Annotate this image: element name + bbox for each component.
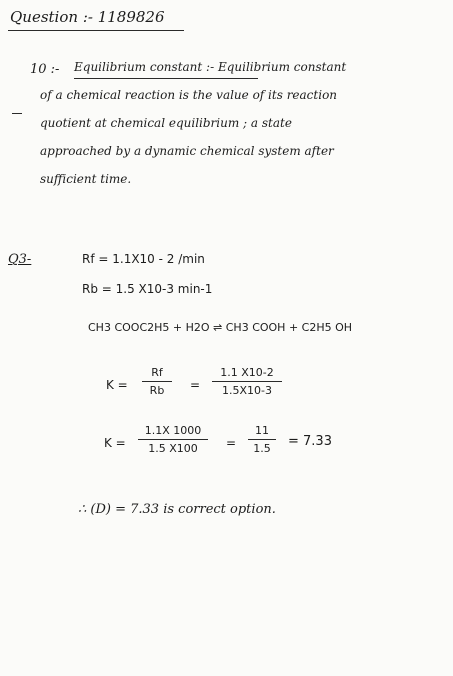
q10-line-1: Equilibrium constant :- Equilibrium constant <box>74 60 347 74</box>
q11-marker: Q3- <box>8 252 32 267</box>
q10-line-3: quotient at chemical equilibrium ; a state <box>40 116 292 130</box>
q10-line-4: approached by a dynamic chemical system after <box>40 144 334 158</box>
forward-rate: Rf = 1.1X10 - 2 /min <box>82 252 205 266</box>
fraction-scaled <box>138 424 208 455</box>
q10-marker: 10 :- <box>30 62 60 77</box>
fraction-denominator: 1.5X10-3 <box>222 384 272 397</box>
term-underline <box>74 78 258 79</box>
q10-line-2: of a chemical reaction is the value of its reaction <box>40 88 338 102</box>
conclusion: ∴ (D) = 7.33 is correct option. <box>78 502 276 517</box>
question-number: Question :- 1189826 <box>10 8 165 26</box>
equals-sign: = <box>226 436 237 450</box>
question-underline <box>8 30 184 31</box>
k-result: = 7.33 <box>288 434 332 449</box>
fraction-numerator: 1.1 X10-2 <box>220 366 274 379</box>
fraction-denominator: Rb <box>149 384 165 397</box>
fraction-numerator: 11 <box>255 424 269 437</box>
reaction-equation: CH3 COOC2H5 + H2O ⇌ CH3 COOH + C2H5 OH <box>88 321 353 334</box>
fraction-rf-rb <box>142 366 172 397</box>
k-label-2: K = <box>104 436 126 450</box>
fraction-values <box>212 366 282 397</box>
fraction-numerator: Rf <box>151 366 163 379</box>
k-label-1: K = <box>106 378 128 392</box>
fraction-denominator: 1.5 X100 <box>148 442 198 455</box>
equals-sign: = <box>190 378 201 392</box>
backward-rate: Rb = 1.5 X10-3 min-1 <box>82 282 213 296</box>
fraction-numerator: 1.1X 1000 <box>144 424 202 437</box>
fraction-denominator: 1.5 <box>253 442 271 455</box>
margin-dash <box>12 113 22 114</box>
fraction-simplified <box>248 424 276 455</box>
q10-line-5: sufficient time. <box>40 172 132 186</box>
